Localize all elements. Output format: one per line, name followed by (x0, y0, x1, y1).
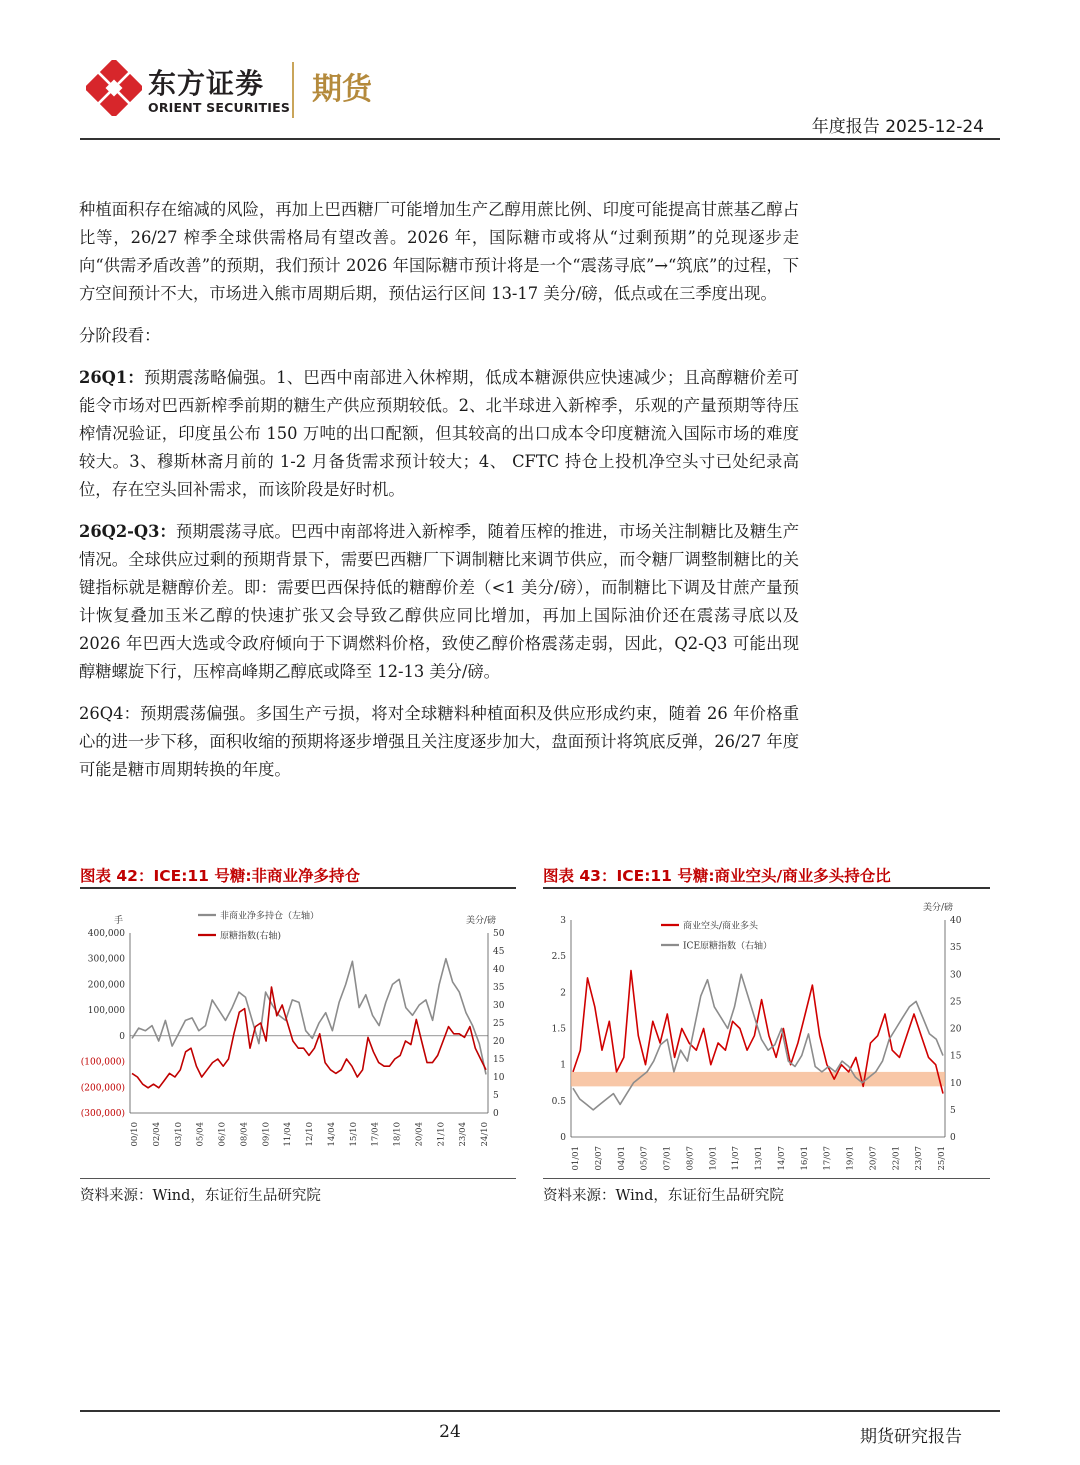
legend-label: 非商业净多持仓（左轴） (220, 911, 320, 922)
x-tick-label: 01/01 (571, 1146, 581, 1171)
right-tick-label: 45 (493, 947, 505, 957)
paragraph-1 (79, 196, 799, 308)
legend-label: 商业空头/商业多头 (683, 921, 759, 932)
x-tick-label: 08/07 (685, 1146, 696, 1171)
left-tick-label: 0.5 (551, 1096, 566, 1107)
right-tick-label: 0 (493, 1109, 499, 1119)
x-tick-label: 05/04 (195, 1122, 206, 1147)
x-tick-label: 02/04 (151, 1122, 162, 1147)
left-tick-label: 300,000 (87, 954, 125, 965)
x-tick-label: 18/10 (392, 1122, 403, 1147)
right-tick-label: 30 (950, 970, 962, 981)
logo-divider (292, 62, 294, 118)
x-tick-label: 02/07 (593, 1146, 604, 1171)
report-meta (812, 112, 984, 137)
figure-43-bottom-rule (543, 1178, 990, 1179)
paragraph-q1 (79, 364, 799, 504)
left-tick-label: 400,000 (87, 929, 125, 939)
right-tick-label: 10 (493, 1073, 505, 1083)
figure-42-top-rule (80, 887, 516, 889)
report-date: 2025-12-24 (885, 117, 984, 137)
footer-rule (80, 1410, 1000, 1412)
x-tick-label: 00/10 (130, 1122, 140, 1147)
figure-42-source: 资料来源：Wind，东证衍生品研究院 (80, 1188, 321, 1204)
x-tick-label: 13/01 (754, 1146, 764, 1171)
right-unit-label: 美分/磅 (466, 916, 497, 926)
left-tick-label: 2.5 (551, 952, 566, 963)
paragraph-text: 预期震荡寻底。巴西中南部将进入新榨季，随着压榨的推进，市场关注制糖比及糖生产情况。全球供应过剩的预期背景下，需要巴西糖厂下调制糖比来调节供应，而令糖厂调整制糖比的关键指标就是糖醇价差。即：需要巴西保持低的糖醇价差（<1 美分/磅），而制糖比下调及甘蔗产量预计恢复叠加玉米乙醇的快速扩张又会导致乙醇供应同比增加，再加上国际油价还在震荡寻底以及 2026 年巴西大选或令政府倾向于下调燃料价格，致使乙醇价格震荡走弱，因此，Q2-Q3 可能出现醇糖螺旋下行，压榨高峰期乙醇底或降至 12-13 美分/磅。 (79, 522, 799, 681)
left-tick-label: 0 (119, 1031, 125, 1042)
header-rule (80, 138, 1000, 140)
right-tick-label: 25 (493, 1019, 505, 1029)
x-tick-label: 25/01 (937, 1146, 947, 1171)
right-tick-label: 20 (493, 1037, 505, 1047)
paragraph-q4 (79, 700, 799, 784)
x-tick-label: 23/07 (914, 1146, 925, 1171)
left-tick-label: (100,000) (80, 1057, 125, 1068)
orient-securities-logo-icon (86, 60, 142, 116)
figure-43-title: 图表 43：ICE:11 号糖:商业空头/商业多头持仓比 (543, 867, 891, 885)
figure-42-title: 图表 42：ICE:11 号糖:非商业净多持仓 (80, 867, 361, 885)
threshold-band (571, 1072, 945, 1086)
page-number: 24 (439, 1422, 461, 1442)
right-tick-label: 40 (493, 965, 505, 975)
x-tick-label: 07/01 (662, 1146, 673, 1171)
paragraph-2 (79, 322, 799, 350)
paragraph-lead: 26Q1： (79, 368, 144, 387)
paragraph-text: 预期震荡略偏强。1、巴西中南部进入休榨期，低成本糖源供应快速减少；且高醇糖价差可能令市场对巴西新榨季前期的糖生产供应预期较低。2、北半球进入新榨季，乐观的产量预期等待压榨情况验证，印度虽公布 150 万吨的出口配额，但其较高的出口成本令印度糖流入国际市场的难度较大。3、穆斯林斋月前的 1-2 月备货需求预计较大；4、 CFTC 持仓上投机净空头寸已处纪录高位，存在空头回补需求，而该阶段是好时机。 (79, 368, 799, 499)
brand-name-en: ORIENT SECURITIES (148, 100, 291, 115)
x-tick-label: 17/07 (822, 1146, 833, 1171)
left-unit-label: 手 (114, 916, 124, 926)
left-tick-label: 1 (560, 1060, 566, 1071)
x-tick-label: 20/07 (868, 1146, 879, 1171)
series-line-2 (132, 987, 486, 1088)
paragraph-text: 26Q4：预期震荡偏强。多国生产亏损，将对全球糖料种植面积及供应形成约束，随着 26 年价格重心的进一步下移，面积收缩的预期将逐步增强且关注度逐步加大，盘面预计将筑底反弹，26/27 年度可能是糖市周期转换的年度。 (79, 704, 799, 779)
left-tick-label: 1.5 (551, 1024, 566, 1035)
paragraph-text: 分阶段看： (79, 326, 161, 345)
left-tick-label: 0 (560, 1133, 566, 1143)
right-tick-label: 5 (950, 1105, 956, 1116)
right-tick-label: 10 (950, 1078, 962, 1089)
right-tick-label: 0 (950, 1133, 956, 1143)
page-header (80, 56, 1000, 141)
left-tick-label: (200,000) (80, 1083, 125, 1094)
right-tick-label: 15 (493, 1055, 505, 1065)
x-tick-label: 19/01 (845, 1146, 856, 1171)
x-tick-label: 14/07 (776, 1146, 787, 1171)
x-tick-label: 20/04 (414, 1122, 425, 1147)
figure-43-top-rule (543, 887, 990, 889)
right-tick-label: 35 (950, 943, 962, 954)
paragraph-lead: 26Q2-Q3： (79, 522, 176, 541)
x-tick-label: 12/10 (305, 1122, 315, 1147)
x-tick-label: 24/10 (480, 1122, 490, 1147)
right-tick-label: 20 (950, 1024, 962, 1035)
figure-42-bottom-rule (80, 1178, 516, 1179)
paragraph-q2q3 (79, 518, 799, 686)
x-tick-label: 21/10 (436, 1122, 447, 1147)
x-tick-label: 05/07 (639, 1146, 650, 1171)
x-tick-label: 09/10 (261, 1122, 272, 1147)
x-tick-label: 03/10 (173, 1122, 184, 1147)
x-tick-label: 06/10 (217, 1122, 228, 1147)
x-tick-label: 23/04 (458, 1122, 469, 1147)
figure-43-chart (543, 895, 990, 1175)
x-tick-label: 10/01 (708, 1146, 719, 1171)
x-tick-label: 11/04 (283, 1122, 294, 1147)
right-unit-label: 美分/磅 (923, 903, 954, 913)
right-tick-label: 50 (493, 929, 505, 939)
x-tick-label: 08/04 (239, 1122, 250, 1147)
division-label: 期货 (312, 72, 372, 107)
left-tick-label: (300,000) (80, 1109, 125, 1119)
x-tick-label: 14/04 (326, 1122, 337, 1147)
left-tick-label: 100,000 (87, 1006, 125, 1017)
right-tick-label: 30 (493, 1001, 505, 1011)
left-tick-label: 3 (560, 916, 566, 926)
left-tick-label: 2 (560, 988, 566, 999)
right-tick-label: 5 (493, 1091, 499, 1101)
legend-label: ICE原糖指数（右轴） (683, 941, 773, 952)
right-tick-label: 40 (950, 916, 962, 926)
report-type: 年度报告 (811, 117, 880, 137)
x-tick-label: 16/01 (799, 1146, 810, 1171)
left-tick-label: 200,000 (87, 980, 125, 991)
x-tick-label: 17/04 (370, 1122, 381, 1147)
body-text (79, 196, 799, 798)
right-tick-label: 35 (493, 983, 505, 993)
x-tick-label: 15/10 (348, 1122, 359, 1147)
brand-name-cn: 东方证劵 (148, 67, 265, 100)
footer-label: 期货研究报告 (860, 1427, 962, 1447)
x-tick-label: 04/01 (616, 1146, 627, 1171)
right-tick-label: 25 (950, 997, 962, 1008)
legend-label: 原糖指数(右轴) (220, 931, 282, 942)
figure-43-source: 资料来源：Wind，东证衍生品研究院 (543, 1188, 784, 1204)
right-tick-label: 15 (950, 1051, 962, 1062)
x-tick-label: 11/07 (731, 1146, 742, 1171)
figure-42-chart (80, 895, 516, 1175)
paragraph-text: 种植面积存在缩减的风险，再加上巴西糖厂可能增加生产乙醇用蔗比例、印度可能提高甘蔗基乙醇占比等，26/27 榨季全球供需格局有望改善。2026 年，国际糖市或将从“过剩预期”的兑现逐步走向“供需矛盾改善”的预期，我们预计 2026 年国际糖市预计将是一个“震荡寻底”→“筑底”的过程，下方空间预计不大，市场进入熊市周期后期，预估运行区间 13-17 美分/磅，低点或在三季度出现。 (79, 200, 799, 303)
x-tick-label: 22/01 (891, 1146, 902, 1171)
series-line-1 (132, 959, 486, 1075)
